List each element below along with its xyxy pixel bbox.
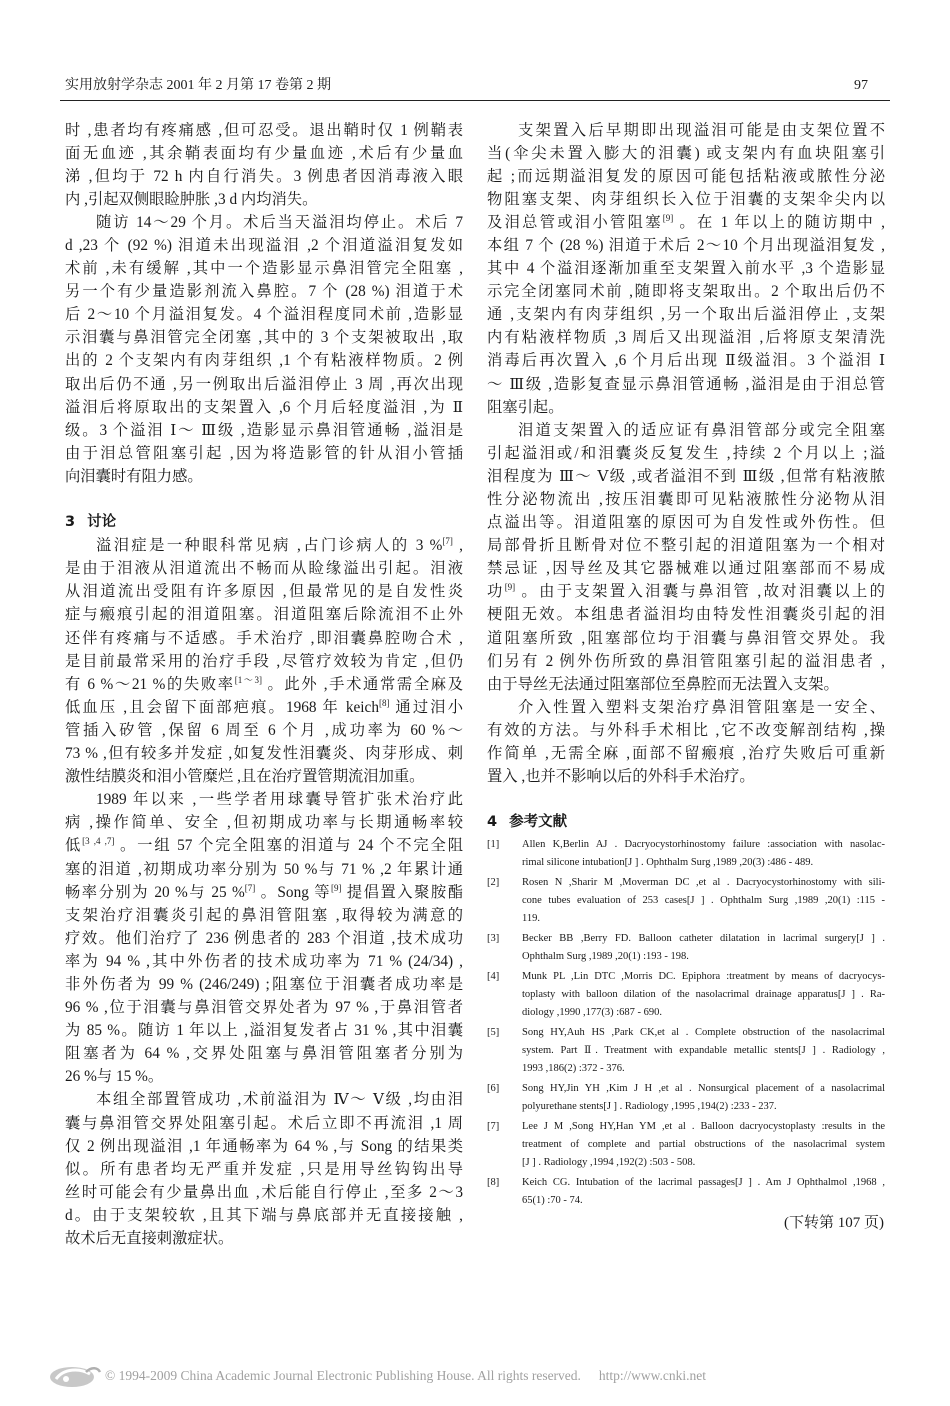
text-line [487,580,885,603]
text-line: 还伴有疼痛与不适感。手术治疗 ,即泪囊鼻腔吻合术 , [65,629,463,647]
section-number: 4 [487,814,498,831]
text-line: ～ Ⅲ级 ,造影复查显示鼻泪管通畅 ,溢泪是由于泪总管 [487,375,885,393]
reference-entry [487,1174,885,1210]
text-segment: 畅率分别为 20 %与 25 % [65,883,245,901]
text-line: 介入性置入塑料支架治疗鼻泪管阻塞是一安全、 [518,698,885,716]
text-line: 26 %与 15 %。 [65,1068,164,1086]
section-heading [487,811,885,834]
copyright-notice: © 1994-2009 China Academic Journal Electronic Publishing House. All rights reserved. [105,1368,581,1383]
text-line: 仅 2 例出现溢泪 ,1 年通畅率为 64 % ,与 Song 的结果类 [65,1137,463,1155]
text-line: 术前 ,未有缓解 ,其中一个造影显示鼻泪管完全阻塞 , [65,260,463,278]
text-line: 丝时可能会有少量鼻出血 ,术后能自行停止 ,至多 2～3 [65,1183,463,1201]
text-line: 内有粘液样物质 ,3 周后又出现溢泪 ,后将原支架清洗 [487,329,885,347]
text-line: 向泪囊时有阻力感。 [65,467,203,485]
text-line: treatment of complete and partial obstructions of the nasolacrimal system [522,1138,885,1150]
reference-text [522,930,885,966]
text-line: 示泪囊与鼻泪管完全闭塞 ,其中的 3 个支架被取出 ,取 [65,329,463,347]
header-rule [60,100,890,101]
text-line: 96 % ,位于泪囊与鼻泪管交界处者为 97 % ,于鼻泪管者 [65,999,463,1017]
text-line: d。由于支架较软 ,且其下端与鼻底部并无直接接触 , [65,1206,463,1224]
text-line: 消毒后再次置入 ,6 个月后出现 Ⅱ级溢泪。3 个溢泪 Ⅰ [487,352,885,370]
text-line: 支架治疗泪囊炎引起的鼻泪管阻塞 ,取得较为满意的 [65,906,463,924]
text-line: Song HY,Jin YH ,Kim J H ,et al . Nonsurgical placement of a nasolacrimal [522,1082,885,1094]
text-line: 故术后无直接刺激症状。 [65,1230,234,1247]
text-line: 塞的泪道 ,初期成功率分别为 50 %与 71 % ,2 年累计通 [65,860,463,878]
text-line: Munk PL ,Lin DTC ,Morris DC. Epiphora :treatment by means of dacryocys- [522,970,885,982]
text-segment: 。此外 ,手术通常需全麻及 [261,675,464,693]
text-line: 当(伞尖未置入膨大的泪囊) 或支架内有血块阻塞引 [487,144,885,162]
text-line: 似。所有患者均无严重并发症 ,只是用导丝钩钩出导 [65,1160,463,1178]
reference-text [522,1118,885,1172]
section-title: 参考文献 [509,814,568,831]
text-line: 通 ,支架内有肉芽组织 ,另一个取出后溢泪停止 ,支架 [487,306,885,324]
paragraph [65,211,463,488]
text-line: 119. [522,912,540,924]
reference-text [522,836,885,872]
reference-text [522,874,885,928]
text-line: 后 2～10 个月溢泪复发。4 个溢泪程度同术前 ,造影显 [65,306,463,324]
reference-number: [5] [487,1026,500,1038]
reference-entry [487,1024,885,1078]
text-line: 其中 4 个溢泪逐渐加重至支架置入前水平 ,3 个造影显 [487,260,885,278]
text-line: Keich CG. Intubation of the lacrimal passages[J ] . Am J Ophthalmol ,1968 , [522,1176,885,1188]
text-line: 时 ,患者均有疼痛感 ,但可忍受。退出鞘时仅 1 例鞘表 [65,121,463,139]
text-segment: 。Song 等 [255,883,332,901]
text-line: 激性结膜炎和泪小管糜烂 ,且在治疗置管期流泪加重。 [65,768,425,786]
text-line: 非外伤者为 99 % (246/249) ;阻塞位于泪囊者成功率是 [65,975,463,993]
reference-number: [6] [487,1082,500,1094]
reference-entry [487,968,885,1022]
text-segment: 提倡置入聚胺酯 [341,883,464,901]
text-segment: , [452,537,463,555]
citation-superscript: [1～3] [234,674,262,685]
text-segment: 功 [487,583,505,601]
paragraph [65,119,463,211]
text-line: 引起溢泪或/和泪囊炎反复发生 ,持续 2 个月以上 ;溢 [487,444,885,462]
text-line: 管插入矽管 ,保留 6 周至 6 个月 ,成功率为 60 %～ [65,721,463,739]
reference-text [522,1174,885,1210]
text-line: 溢泪后将原取出的支架置入 ,6 个月后轻度溢泪 ,为 Ⅱ [65,398,463,416]
text-line: 性分泌物流出 ,按压泪囊即可见粘液脓性分泌物从泪 [487,491,885,508]
text-line: 疗效。他们治疗了 236 例患者的 283 个泪道 ,技术成功 [65,929,463,947]
text-line: 由于泪总管阻塞引起 ,因为将造影管的针从泪小管插 [65,444,463,462]
text-segment: 。由于支架置入泪囊与鼻泪管 ,故对泪囊以上的 [515,583,885,601]
reference-number: [7] [487,1120,500,1132]
section-number: 3 [65,514,76,531]
text-line: 泪道支架置入的适应证有鼻泪管部分或完全阻塞 [518,421,885,439]
text-line: 禁忌证 ,因导丝及其它器械难以通过阻塞部而不易成 [487,560,885,578]
citation-superscript: [8] [378,697,390,708]
text-line: 支架置入后早期即出现溢泪可能是由支架位置不 [518,121,885,139]
text-line [65,534,463,557]
section-title: 讨论 [87,514,117,531]
paragraph [65,534,463,788]
text-line: 示完全闭塞同术前 ,随即将支架取出。2 个取出后仍不 [487,283,885,301]
reference-list [487,836,885,1210]
text-line: 囊与鼻泪管交界处阻塞引起。术后立即不再流泪 ,1 周 [65,1114,463,1132]
text-line: 是由于泪液从泪道流出不畅而从睑缘溢出引起。泪液 [65,560,463,578]
text-line: 梗阻无效。本组患者溢泪均由特发性泪囊炎引起的泪 [487,606,885,624]
text-line: d ,23 个 (92 %) 泪道未出现溢泪 ,2 个泪道溢泪复发如 [65,236,463,254]
text-segment: 低血压 ,且会留下面部疤痕。1968 年 keich [65,698,379,716]
text-line: 级。3 个溢泪 Ⅰ～ Ⅲ级 ,造影显示鼻泪管通畅 ,溢泪是 [65,421,463,439]
page-number: 97 [854,78,868,93]
cnki-logo-icon [46,1362,102,1390]
text-line: 65(1) :70 - 74. [522,1194,583,1206]
text-line: system. Part Ⅱ. Treatment with expandable metallic stents[J ] . Radiology , [522,1044,885,1056]
text-segment: 溢泪症是一种眼科常见病 ,占门诊病人的 3 % [96,537,443,555]
text-line: 有效的方法。与外科手术相比 ,它不改变解剖结构 ,操 [487,721,885,739]
text-line: 另一个有少量造影剂流入鼻腔。7 个 (28 %) 泪道于术 [65,283,463,301]
text-line: Becker BB ,Berry FD. Balloon catheter dilatation in lacrimal surgery[J ] . [522,932,885,944]
text-line: toplasty with balloon dilation of the nasolacrimal drainage apparatus[J ] . Ra- [522,988,885,1000]
text-segment: 及泪总管或泪小管阻塞 [487,213,663,231]
left-column [65,119,463,1251]
text-line: 道阻塞所致 ,阻塞部位均于泪囊与鼻泪管交界处。我 [487,629,885,647]
citation-superscript: [3 ,4 ,7] [82,836,115,847]
running-header: 实用放射学杂志 2001 年 2 月第 17 卷第 2 期 [65,78,331,93]
text-line: 局部骨折且断骨对位不整引起的泪道阻塞为一个相对 [487,537,885,555]
text-line: [J ] . Radiology ,1994 ,192(2) :503 - 508. [522,1156,696,1168]
reference-entry [487,930,885,966]
text-line: 73 % ,但有较多并发症 ,如复发性泪囊炎、肉芽形成、刺 [65,745,463,763]
reference-entry [487,836,885,872]
text-line: 阻塞者为 64 % ,交界处阻塞与鼻泪管阻塞者分别为 [65,1045,463,1063]
text-line: rimal silicone intubation[J ] . Ophthalm Surg ,1989 ,20(3) :486 - 489. [522,856,814,868]
text-line: 点溢出等。泪道阻塞的原因可为自发性或外伤性。但 [487,514,885,532]
text-line: cone tubes evaluation of 253 cases[J ] . Ophthalm Surg ,1989 ,20(1) :115 - [522,894,885,906]
reference-number: [2] [487,876,500,888]
paragraph [487,119,885,419]
copyright-footer [105,1367,706,1385]
continuation-note: (下转第 107 页) [784,1214,884,1231]
text-line: Song HY,Auh HS ,Park CK,et al . Complete obstruction of the nasolacrimal [522,1026,885,1038]
paragraph [65,1088,463,1250]
text-line: polyurethane stents[J ] . Radiology ,1995 ,194(2) :233 - 237. [522,1100,777,1112]
text-segment: 低 [65,837,83,855]
text-line: 率为 94 % ,其中外伤者的技术成功率为 71 % (24/34) , [65,952,463,970]
text-line [65,673,463,696]
text-segment: 。在 1 年以上的随访期中 , [673,213,885,231]
text-line: 本组全部置管成功 ,术前溢泪为 Ⅳ～ Ⅴ级 ,均由泪 [96,1091,463,1109]
reference-number: [4] [487,970,500,982]
text-segment: 。一组 57 个完全阻塞的泪道与 24 个不完全阻 [114,837,463,855]
text-line: 随访 14～29 个月。术后当天溢泪均停止。术后 7 [96,213,463,231]
text-line: 出的 2 个支架内有肉芽组织 ,1 个有粘液样物质。2 例 [65,352,463,370]
text-line: Ophthalm Surg ,1989 ,20(1) :193 - 198. [522,950,689,962]
text-segment: 有 6 %～21 %的失败率 [65,675,235,693]
text-line: 1993 ,186(2) :372 - 376. [522,1062,625,1074]
reference-number: [8] [487,1176,500,1188]
reference-entry [487,1118,885,1172]
text-line: 作简单 ,无需全麻 ,面部不留瘢痕 ,治疗失败后可重新 [487,745,885,763]
text-line: 1989 年以来 ,一些学者用球囊导管扩张术治疗此 [96,791,463,809]
text-line: 由于导丝无法通过阻塞部位至鼻腔而无法置入支架。 [487,675,839,693]
text-line: 从泪道流出受阻有许多原因 ,但最常见的是自发性炎 [65,583,463,601]
text-line: diology ,1990 ,177(3) :687 - 690. [522,1006,662,1018]
text-line: Allen K,Berlin AJ . Dacryocystorhinostomy failure :association with nasolac- [522,838,885,850]
paragraph [487,419,885,696]
reference-number: [3] [487,932,500,944]
text-line: 本组 7 个 (28 %) 泪道于术后 2～10 个月出现溢泪复发 , [487,236,885,254]
text-line: 们另有 2 例外伤所致的鼻泪管阻塞引起的溢泪患者 , [487,652,885,670]
text-line: 症与瘢痕引起的泪道阻塞。泪道阻塞后除流泪不止外 [65,606,463,624]
text-line: 是目前最常采用的治疗手段 ,尽管疗效较为肯定 ,但仍 [65,652,463,670]
citation-superscript: [9] [662,212,674,223]
footer-url: http://www.cnki.net [598,1368,707,1383]
text-line [487,211,885,234]
text-line: 为 85 %。随访 1 年以上 ,溢泪复发者占 31 % ,其中泪囊 [65,1022,463,1040]
text-segment: 通过泪小 [389,698,463,716]
text-line: 泪程度为 Ⅲ～ Ⅴ级 ,或者溢泪不到 Ⅲ级 ,但常有粘液脓 [487,467,885,485]
reference-text [522,968,885,1022]
paragraph [487,696,885,788]
text-line [65,881,463,904]
text-line: Rosen N ,Sharir M ,Moverman DC ,et al . Dacryocystorhinostomy with sili- [522,876,885,888]
citation-superscript: [7] [244,882,256,893]
text-line [65,696,463,719]
citation-superscript: [7] [442,536,453,547]
text-line: 置入 ,也并不影响以后的外科手术治疗。 [487,768,755,786]
text-line: 病 ,操作简单、安全 ,但初期成功率与长期通畅率较 [65,814,463,832]
text-line: 面无血迹 ,其余鞘表面均有少量血迹 ,术后有少量血 [65,144,463,162]
paragraph [65,788,463,1088]
reference-text [522,1024,885,1078]
reference-entry [487,874,885,928]
text-line: 起 ;而远期溢泪复发的原因可能包括粘液或脓性分泌 [487,167,885,185]
right-column [487,119,885,1235]
reference-entry [487,1080,885,1116]
text-line: 取出后仍不通 ,另一例取出后溢泪停止 3 周 ,再次出现 [65,375,463,393]
text-line: 阻塞引起。 [487,398,564,416]
text-line [65,834,463,857]
citation-superscript: [9] [504,582,516,593]
reference-number: [1] [487,838,500,850]
citation-superscript: [9] [331,882,342,893]
text-line: Lee J M ,Song HY,Han YM ,et al . Balloon dacryocystoplasty :results in the [522,1120,885,1132]
section-heading [65,511,463,534]
text-line: 物阻塞支架、肉芽组织长入位于泪囊的支架伞尖内以 [487,190,885,208]
reference-text [522,1080,885,1116]
text-line: 内 ,引起双侧眼睑肿胀 ,3 d 内均消失。 [65,190,318,208]
text-line: 涕 ,但均于 72 h 内自行消失。3 例患者因消毒液入眼 [65,167,463,185]
